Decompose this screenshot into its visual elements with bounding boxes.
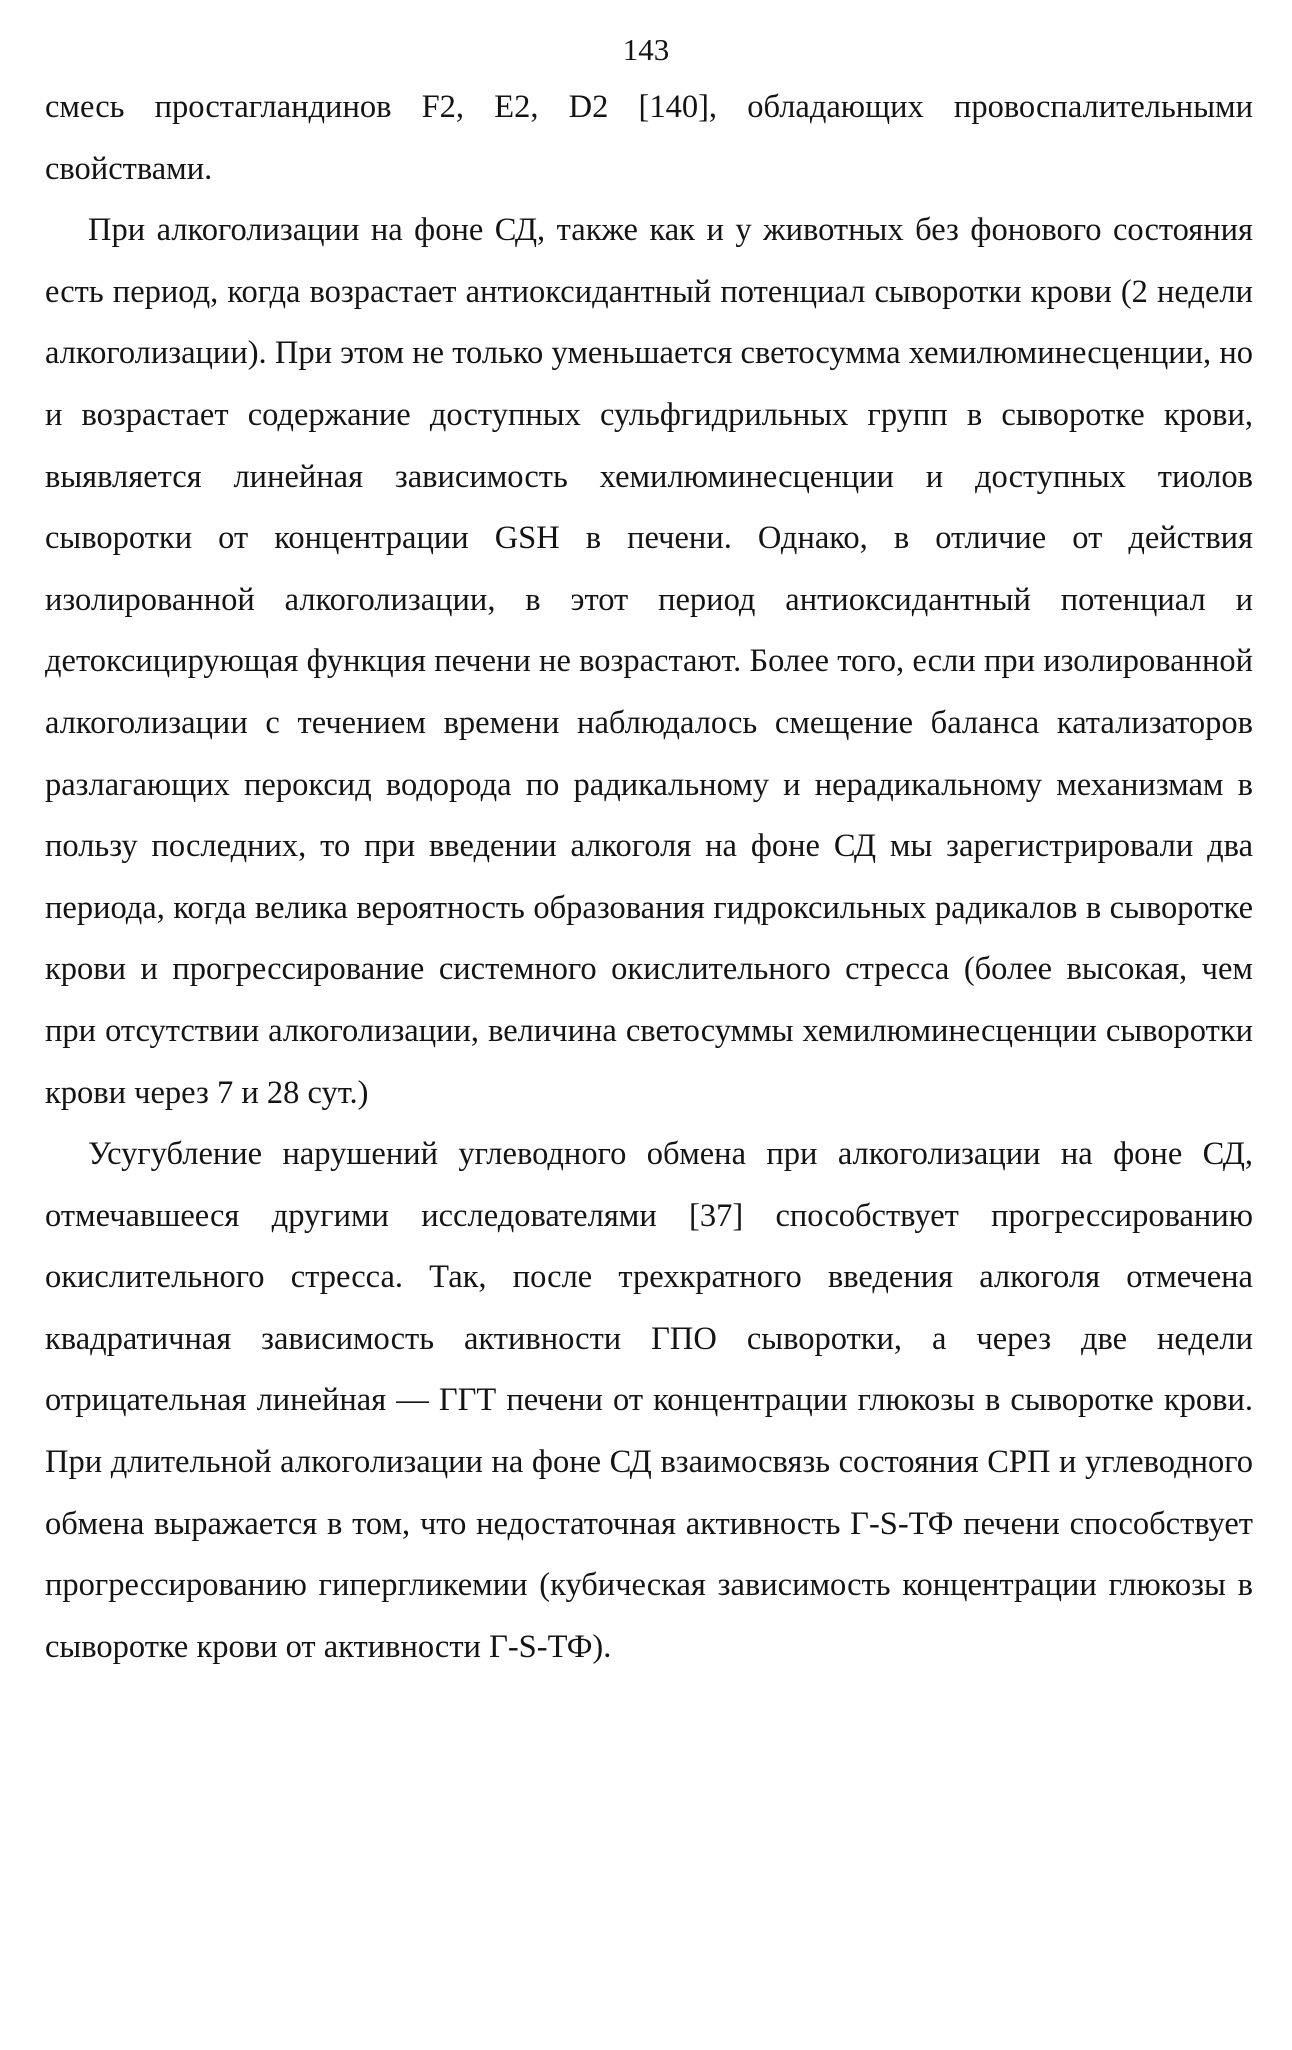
paragraph-alcoholization-diabetes: При алкоголизации на фоне СД, также как и у животных без фонового состояния есть период, когда возрастает антиоксидантный потенциал сыворотки крови (2 недели алкоголизации). При этом не только уменьшается светосумма хемилюминесценции, но и возрастает содержание доступных сульфгидрильных групп в сыворотке крови, выявляется линейная зависимость хемилюминесценции и доступных тиолов сыворотки от концентрации GSH в печени. Однако, в отличие от действия изолированной алкоголизации, в этот период антиоксидантный потенциал и детоксицирующая функция печени не возрастают. Более того, если при изолированной алкоголизации с течением времени наблюдалось смещение баланса катализаторов разлагающих пероксид водорода по радикальному и нерадикальному механизмам в пользу последних, то при введении алкоголя на фоне СД мы зарегистрировали два периода, когда велика вероятность образования гидроксильных радикалов в сыворотке крови и прогрессирование системного окислительного стресса (более высокая, чем при отсутствии алкоголизации, величина светосуммы хемилюминесценции сыворотки крови через 7 и 28 сут.) <box>45 212 1253 1111</box>
paragraph-continuation: смесь простагландинов F2, E2, D2 [140], обладающих провоспалительными свойствами. <box>45 89 1253 187</box>
paragraph-carbohydrate-metabolism: Усугубление нарушений углеводного обмена при алкоголизации на фоне СД, отмечавшееся другими исследователями [37] способствует прогрессированию окислительного стресса. Так, после трехкратного введения алкоголя отмечена квадратичная зависимость активности ГПО сыворотки, а через две недели отрицательная линейная — ГГТ печени от концентрации глюкозы в сыворотке крови. При длительной алкоголизации на фоне СД взаимосвязь состояния СРП и углеводного обмена выражается в том, что недостаточная активность Г-S-ТФ печени способствует прогрессированию гипергликемии (кубическая зависимость концентрации глюкозы в сыворотке крови от активности Г-S-ТФ). <box>45 1136 1253 1665</box>
page-number: 143 <box>622 32 670 67</box>
body-text <box>45 77 1253 1678</box>
